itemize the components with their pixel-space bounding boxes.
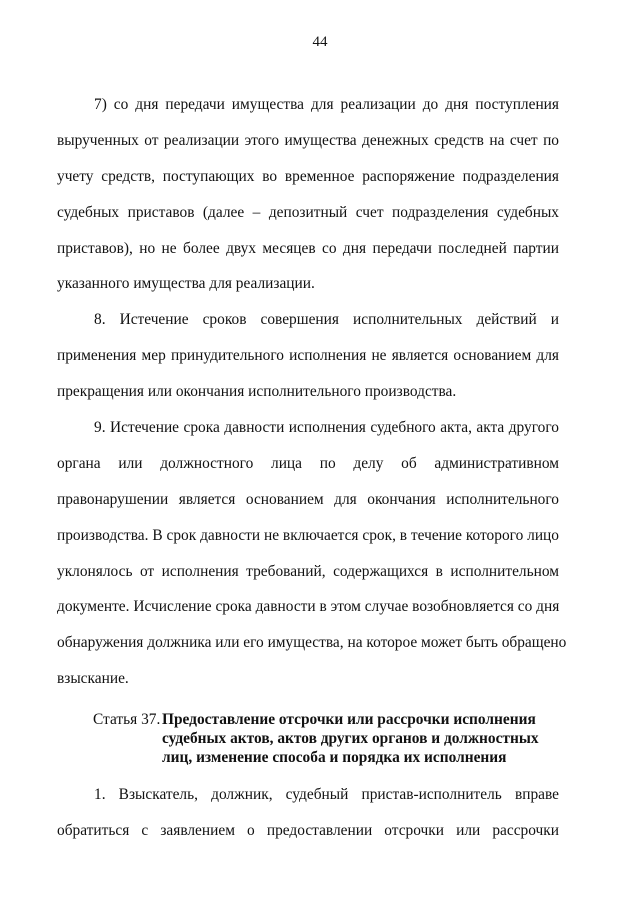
text-line: учету средств, поступающих во временное распоряжение подразделения <box>57 168 559 185</box>
text-line: приставов), но не более двух месяцев со дня передачи последней партии <box>57 240 559 257</box>
text-line: взыскание. <box>57 670 129 687</box>
text-line: 7) со дня передачи имущества для реализации до дня поступления <box>94 96 559 113</box>
page-number: 44 <box>312 34 328 50</box>
text-line: уклонялось от исполнения требований, содержащихся в исполнительном <box>57 563 559 580</box>
text-line: 9. Истечение срока давности исполнения судебного акта, акта другого <box>94 419 559 436</box>
text-line: 1. Взыскатель, должник, судебный пристав-исполнитель вправе <box>94 786 559 803</box>
text-line: судебных приставов (далее – депозитный счет подразделения судебных <box>57 204 559 221</box>
text-line: вырученных от реализации этого имущества денежных средств на счет по <box>57 132 559 149</box>
article-title-line: лиц, изменение способа и порядка их исполнения <box>162 749 507 766</box>
article-number: Статья 37. <box>93 711 161 728</box>
text-line: применения мер принудительного исполнения не является основанием для <box>57 347 559 364</box>
text-line: прекращения или окончания исполнительного производства. <box>57 383 457 400</box>
text-line: органа или должностного лица по делу об административном <box>57 455 559 472</box>
text-line: 8. Истечение сроков совершения исполнительных действий и <box>94 311 559 328</box>
article-title-line: судебных актов, актов других органов и должностных <box>162 730 539 747</box>
text-line: документе. Исчисление срока давности в этом случае возобновляется со дня <box>57 598 560 615</box>
text-line: обнаружения должника или его имущества, на которое может быть обращено <box>57 634 567 651</box>
article-title-line: Предоставление отсрочки или рассрочки исполнения <box>162 711 536 728</box>
text-line: производства. В срок давности не включается срок, в течение которого лицо <box>57 527 559 544</box>
text-line: обратиться с заявлением о предоставлении отсрочки или рассрочки <box>57 822 559 839</box>
text-line: указанного имущества для реализации. <box>57 275 315 292</box>
text-line: правонарушении является основанием для окончания исполнительного <box>57 491 559 508</box>
